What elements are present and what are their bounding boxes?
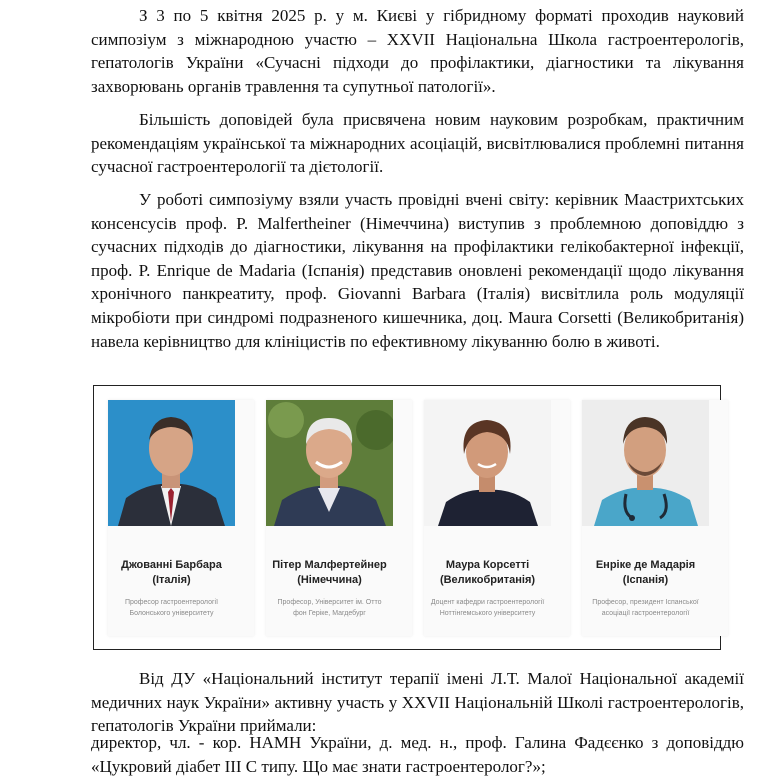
paragraph-director-report: директор, чл. - кор. НАМН України, д. мед. н., проф. Галина Фадєєнко з доповіддю «Цукровий діабет ІІІ С типу. Що має знати гастроентеролог?»; <box>91 733 744 776</box>
speaker-photo-malfertheiner <box>266 400 393 526</box>
speaker-card-malfertheiner <box>266 400 412 636</box>
speakers-photo-panel <box>93 385 721 650</box>
paragraph-reports-summary: Більшість доповідей була присвячена новим науковим розробкам, практичним рекомендаціям української та міжнародних асоціацій, висвітлювалися проблемні питання сучасної гастроентерології та дієтології. <box>91 110 744 177</box>
speaker-photo-corsetti <box>424 400 551 526</box>
speaker-card-de-madaria <box>582 400 728 636</box>
paragraph-symposium-intro: З 3 по 5 квітня 2025 р. у м. Києві у гібридному форматі проходив науковий симпозіум з міжнародною участю – XXVII Національна Школа гастроентерологів, гепатологів України «Сучасні підходи до профілактики, діагностики та лікування захворювань органів травлення та супутньої патології». <box>91 6 744 96</box>
speaker-name-barbara: Джованні Барбара (Італія) <box>121 559 222 586</box>
speaker-role-barbara: Професор гастроентерології Болонського університету <box>124 599 219 617</box>
speaker-name-de-madaria: Енріке де Мадарія (Іспанія) <box>595 559 696 586</box>
speaker-photo-barbara <box>108 400 235 526</box>
speaker-card-barbara <box>108 400 254 636</box>
speaker-role-malfertheiner: Професор, Університет ім. Отто фон Геріке, Магдебург <box>277 599 382 617</box>
speaker-photo-de-madaria <box>582 400 709 526</box>
speaker-card-corsetti <box>424 400 570 636</box>
speaker-name-malfertheiner: Пітер Малфертейнер (Німеччина) <box>272 559 387 586</box>
speaker-name-corsetti: Маура Корсетті (Великобританія) <box>439 559 536 586</box>
speaker-role-de-madaria: Професор, президент Іспанської асоціації гастроентерології <box>592 599 699 617</box>
speaker-role-corsetti: Доцент кафедри гастроентерології Ноттінгемського університету <box>430 599 545 617</box>
paragraph-international-speakers: У роботі симпозіуму взяли участь провідні вчені світу: керівник Маастрихтських консенсусів проф. P. Malfertheiner (Німеччина) виступив з проблемною доповіддю з сучасних підходів до діагностики, лікування на профілактики гелікобактерної інфекції, проф. P. Enrique de Madaria (Іспанія) представив оновлені рекомендації щодо лікування хронічного панкреатиту, проф. Giovanni Barbara (Італія) висвітлила роль модуляції мікробіоти при синдромі подразненого кишечника, доц. Maura Corsetti (Великобританія) навела керівництво для клініцистів по ефективному лікуванню болю в животі. <box>91 190 744 351</box>
paragraph-institute-participation: Від ДУ «Національний інститут терапії імені Л.Т. Малої Національної академії медичних наук України» активну участь у XXVII Національній Школі гастроентерологів, гепатологів України приймали: <box>91 669 744 736</box>
